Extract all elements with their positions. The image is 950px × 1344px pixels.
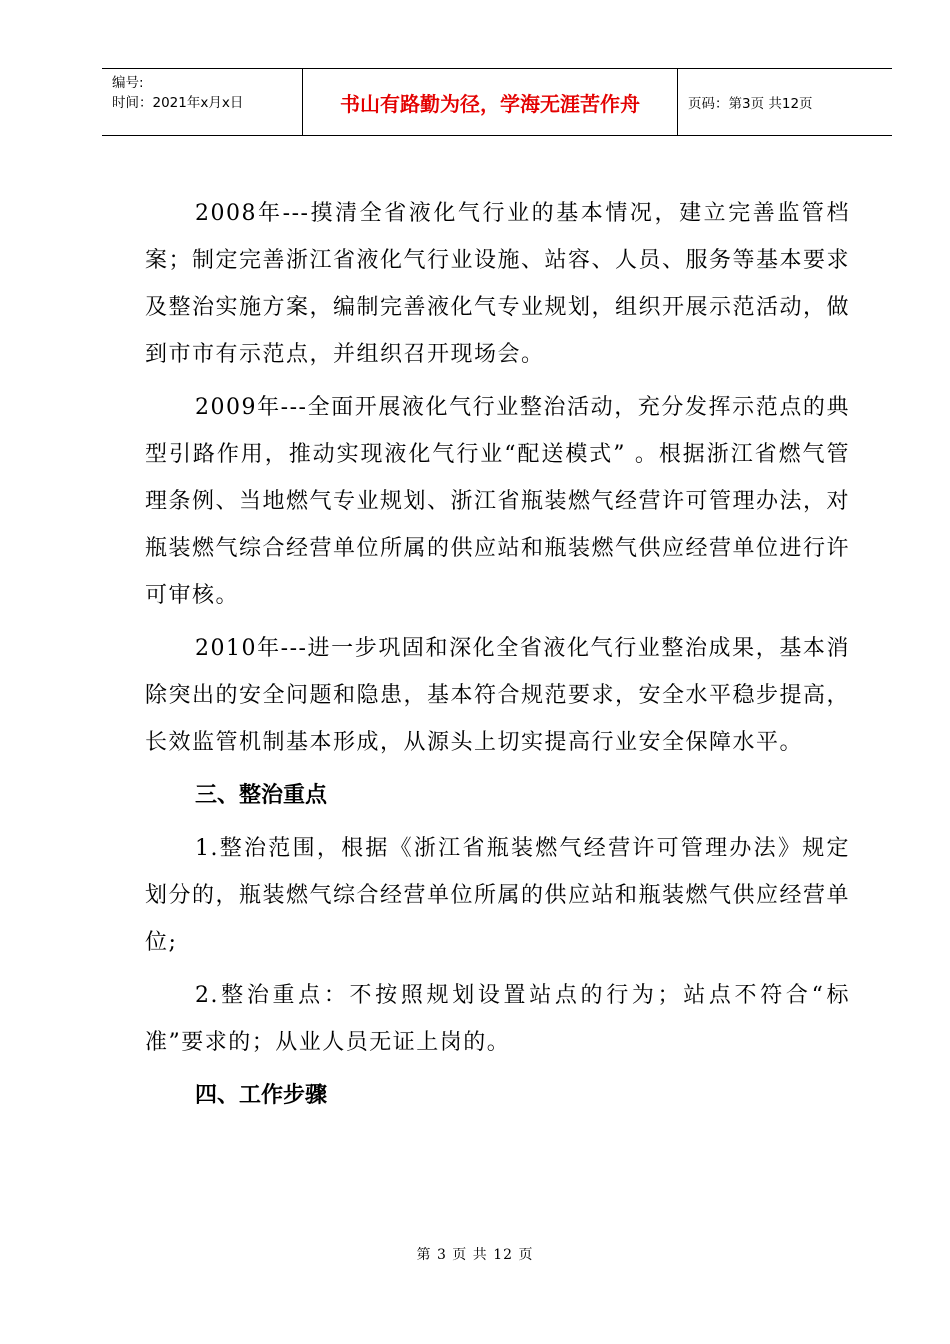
document-header bbox=[102, 68, 892, 136]
header-motto: 书山有路勤为径，学海无涯苦作舟 bbox=[303, 69, 678, 135]
time-label: 时间：2021年x月x日 bbox=[112, 95, 244, 111]
paragraph-scope: 1.整治范围，根据《浙江省瓶装燃气经营许可管理办法》规定划分的，瓶装燃气综合经营单位所属的供应站和瓶装燃气供应经营单位; bbox=[145, 836, 851, 955]
header-meta bbox=[102, 69, 303, 135]
paragraph-focus: 2.整治重点：不按照规划设置站点的行为；站点不符合“标准”要求的；从业人员无证上岗的。 bbox=[145, 983, 850, 1055]
paragraph-2008: 2008年---摸清全省液化气行业的基本情况，建立完善监管档案；制定完善浙江省液化气行业设施、站容、人员、服务等基本要求及整治实施方案，编制完善液化气专业规划，组织开展示范活动，做到市市有示范点，并组织召开现场会。 bbox=[145, 201, 851, 367]
paragraph-2010: 2010年---进一步巩固和深化全省液化气行业整治成果，基本消除突出的安全问题和隐患，基本符合规范要求，安全水平稳步提高，长效监管机制基本形成，从源头上切实提高行业安全保障水平。 bbox=[145, 636, 851, 755]
header-page-info: 页码：第3页 共12页 bbox=[688, 96, 813, 112]
document-body bbox=[145, 190, 850, 1125]
page-footer: 第 3 页 共 12 页 bbox=[416, 1247, 534, 1263]
section-heading-4: 四、工作步骤 bbox=[195, 1083, 328, 1108]
paragraph-2009: 2009年---全面开展液化气行业整治活动，充分发挥示范点的典型引路作用，推动实现液化气行业“配送模式” 。根据浙江省燃气管理条例、当地燃气专业规划、浙江省瓶装燃气经营许可管理办法，对瓶装燃气综合经营单位所属的供应站和瓶装燃气供应经营单位进行许可审核。 bbox=[145, 395, 851, 608]
number-label: 编号: bbox=[112, 75, 144, 91]
section-heading-3: 三、整治重点 bbox=[195, 783, 328, 808]
